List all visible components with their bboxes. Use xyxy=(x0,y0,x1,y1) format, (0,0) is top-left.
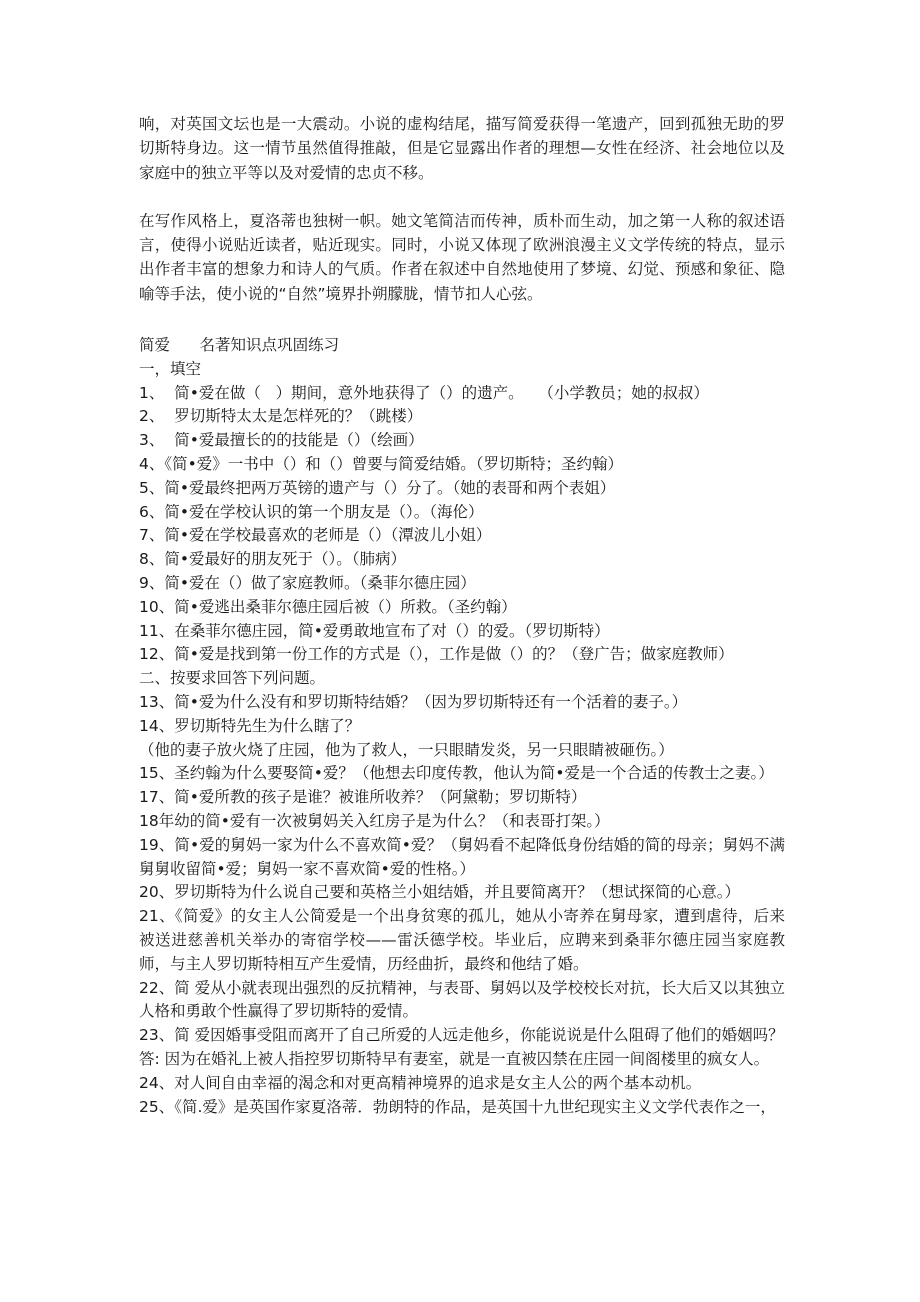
qa-item: 20、罗切斯特为什么说自己要和英格兰小姐结婚，并且要简离开？（想试探简的心意。） xyxy=(139,883,740,902)
fill-item: 10、简•爱逃出桑菲尔德庄园后被（）所救。（圣约翰） xyxy=(139,597,517,616)
qa-item: 14、罗切斯特先生为什么瞎了？ xyxy=(139,716,361,735)
qa-item: 21、《简爱》的女主人公简爱是一个出身贫寒的孤儿，她从小寄养在舅母家，遭到虐待，后来被送进慈善机关举办的寄宿学校——雷沃德学校。毕业后，应聘来到桑菲尔德庄园当家庭教师，与主人罗切斯特相互产生爱情，历经曲折，最终和他结了婚。 xyxy=(139,907,785,973)
fill-item: 8、简•爱最好的朋友死于（）。（肺病） xyxy=(139,550,407,569)
qa-answer: 答: 因为在婚礼上被人指控罗切斯特早有妻室，就是一直被囚禁在庄园一间阁楼里的疯女人。 xyxy=(139,1049,770,1068)
fill-item: 7、简•爱在学校最喜欢的老师是（）（潭波儿小姐） xyxy=(139,526,492,545)
qa-item: （他的妻子放火烧了庄园，他为了救人，一只眼睛发炎，另一只眼睛被砸伤。） xyxy=(139,740,674,759)
fill-item: 3、 简•爱最擅长的的技能是（）（绘画） xyxy=(139,431,424,450)
qa-item: 22、简 爱从小就表现出强烈的反抗精神，与表哥、舅妈以及学校校长对抗，长大后又以其独立人格和勇敢个性赢得了罗切斯特的爱情。 xyxy=(139,978,785,1021)
fill-item: 5、简•爱最终把两万英镑的遗产与（）分了。（她的表哥和两个表姐） xyxy=(139,478,616,497)
qa-item: 17、简•爱所教的孩子是谁？被谁所收养？（阿黛勒；罗切斯特） xyxy=(139,788,587,807)
intro-paragraph-2 xyxy=(139,209,785,306)
qa-item: 19、简•爱的舅妈一家为什么不喜欢简•爱？（舅妈看不起降低身份结婚的简的母亲；舅妈不满舅舅收留简•爱；舅妈一家不喜欢简•爱的性格。） xyxy=(139,835,785,878)
fill-item: 4、《简•爱》一书中（）和（）曾要与简爱结婚。（罗切斯特；圣约翰） xyxy=(139,455,624,474)
exercise-section xyxy=(139,334,785,1119)
qa-item: 13、简•爱为什么没有和罗切斯特结婚？（因为罗切斯特还有一个活着的妻子。） xyxy=(139,693,688,712)
section-heading-fill: 一，填空 xyxy=(139,359,202,378)
fill-item: 1、 简•爱在做（ ）期间，意外地获得了（）的遗产。 （小学教员；她的叔叔） xyxy=(139,383,709,402)
qa-item: 18年幼的简•爱有一次被舅妈关入红房子是为什么？（和表哥打架。） xyxy=(139,812,610,831)
fill-item: 2、 罗切斯特太太是怎样死的？（跳楼） xyxy=(139,407,423,426)
qa-item: 24、对人间自由幸福的渴念和对更高精神境界的追求是女主人公的两个基本动机。 xyxy=(139,1073,702,1092)
qa-item: 15、圣约翰为什么要娶简•爱？（他想去印度传教，他认为简•爱是一个合适的传教士之妻。） xyxy=(139,764,774,783)
fill-item: 12、简•爱是找到第一份工作的方式是（），工作是做（）的？（登广告；做家庭教师） xyxy=(139,645,734,664)
section-heading-qa: 二、按要求回答下列问题。 xyxy=(139,669,326,688)
fill-item: 9、简•爱在（）做了家庭教师。（桑菲尔德庄园） xyxy=(139,574,476,593)
paragraph-text: 响，对英国文坛也是一大震动。小说的虚构结尾，描写简爱获得一笔遗产，回到孤独无助的罗切斯特身边。这一情节虽然值得推敲，但是它显露出作者的理想—女性在经济、社会地位以及家庭中的独立平等以及对爱情的忠贞不移。 xyxy=(139,115,785,182)
qa-item: 25、《简.爱》是英国作家夏洛蒂．勃朗特的作品，是英国十九世纪现实主义文学代表作之一， xyxy=(139,1097,776,1116)
fill-item: 6、简•爱在学校认识的第一个朋友是（）。（海伦） xyxy=(139,502,484,521)
fill-item: 11、在桑菲尔德庄园，简•爱勇敢地宣布了对（）的爱。（罗切斯特） xyxy=(139,621,610,640)
paragraph-text: 在写作风格上，夏洛蒂也独树一帜。她文笔简洁而传神，质朴而生动，加之第一人称的叙述语言，使得小说贴近读者，贴近现实。同时，小说又体现了欧洲浪漫主义文学传统的特点，显示出作者丰富的想象力和诗人的气质。作者在叙述中自然地使用了梦境、幻觉、预感和象征、隐喻等手法，使小说的“自然”境界扑朔朦胧，情节扣人心弦。 xyxy=(139,211,785,303)
intro-paragraph-1 xyxy=(139,112,785,185)
qa-item: 23、简 爱因婚事受阻而离开了自己所爱的人远走他乡，你能说说是什么阻碍了他们的婚姻吗？ xyxy=(139,1026,784,1045)
exercise-title: 简爱 名著知识点巩固练习 xyxy=(139,336,340,355)
document-body xyxy=(139,112,785,1119)
